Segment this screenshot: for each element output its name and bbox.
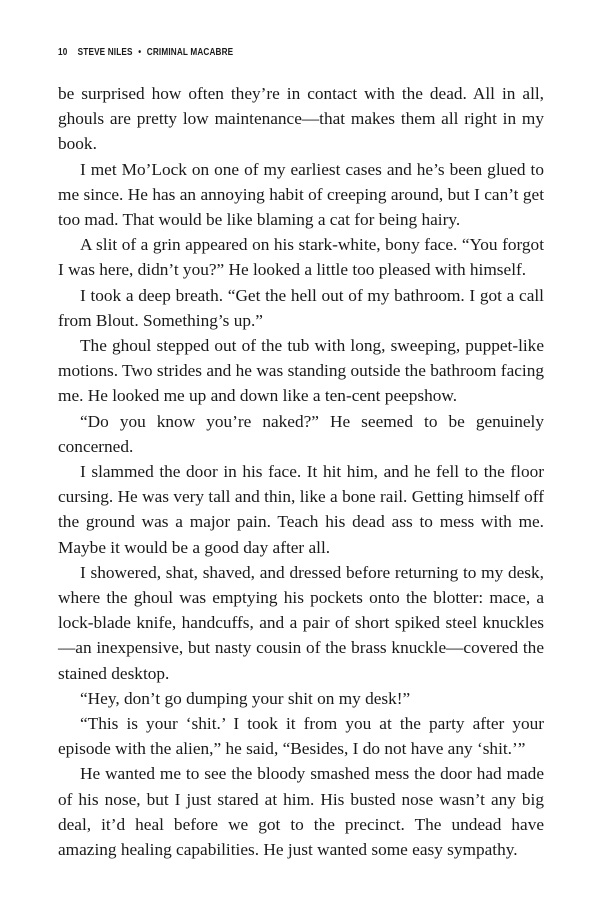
running-head-author: STEVE NILES (77, 46, 133, 58)
running-head-title: CRIMINAL MACABRE (146, 46, 234, 58)
body-text (58, 81, 544, 862)
paragraph: He wanted me to see the bloody smashed mess the door had made of his nose, but I just stared at him. His busted nose wasn’t any big deal, it’d heal before we got to the precinct. The undead have amazing healing capabilities. He just wanted some easy sympathy. (58, 764, 544, 860)
paragraph: The ghoul stepped out of the tub with long, sweeping, puppet-like motions. Two strides and he was standing outside the bathroom facing me. He looked me up and down like a ten-cent peepshow. (58, 336, 544, 406)
paragraph: A slit of a grin appeared on his stark-white, bony face. “You forgot I was here, didn’t you?” He looked a little too pleased with himself. (58, 235, 544, 280)
paragraph: I met Mo’Lock on one of my earliest cases and he’s been glued to me since. He has an annoying habit of creeping around, but I can’t get too mad. That would be like blaming a cat for being hairy. (58, 159, 544, 230)
running-head-separator: • (138, 46, 142, 58)
page-number: 10 (58, 46, 68, 58)
paragraph: “Hey, don’t go dumping your shit on my desk!” (80, 688, 411, 708)
running-head (58, 46, 233, 58)
paragraph: I showered, shat, shaved, and dressed before returning to my desk, where the ghoul was emptying his pockets onto the blotter: mace, a lock-blade knife, handcuffs, and a pair of short spiked steel knuckles—an inexpensive, but nasty cousin of the brass knuckle—covered the stained desktop. (58, 562, 544, 683)
paragraph: I slammed the door in his face. It hit him, and he fell to the floor cursing. He was very tall and thin, like a bone rail. Getting himself off the ground was a major pain. Teach his dead ass to mess with me. Maybe it would be a good day after all. (58, 462, 544, 557)
paragraph: I took a deep breath. “Get the hell out of my bathroom. I got a call from Blout. Something’s up.” (58, 285, 544, 330)
paragraph: “This is your ‘shit.’ I took it from you at the party after your episode with the alien,” he said, “Besides, I do not have any ‘shit.’” (58, 714, 544, 759)
paragraph: be surprised how often they’re in contact with the dead. All in all, ghouls are pretty low maintenance—that makes them all right in my book. (58, 84, 544, 154)
paragraph: “Do you know you’re naked?” He seemed to be genuinely concerned. (58, 411, 544, 456)
